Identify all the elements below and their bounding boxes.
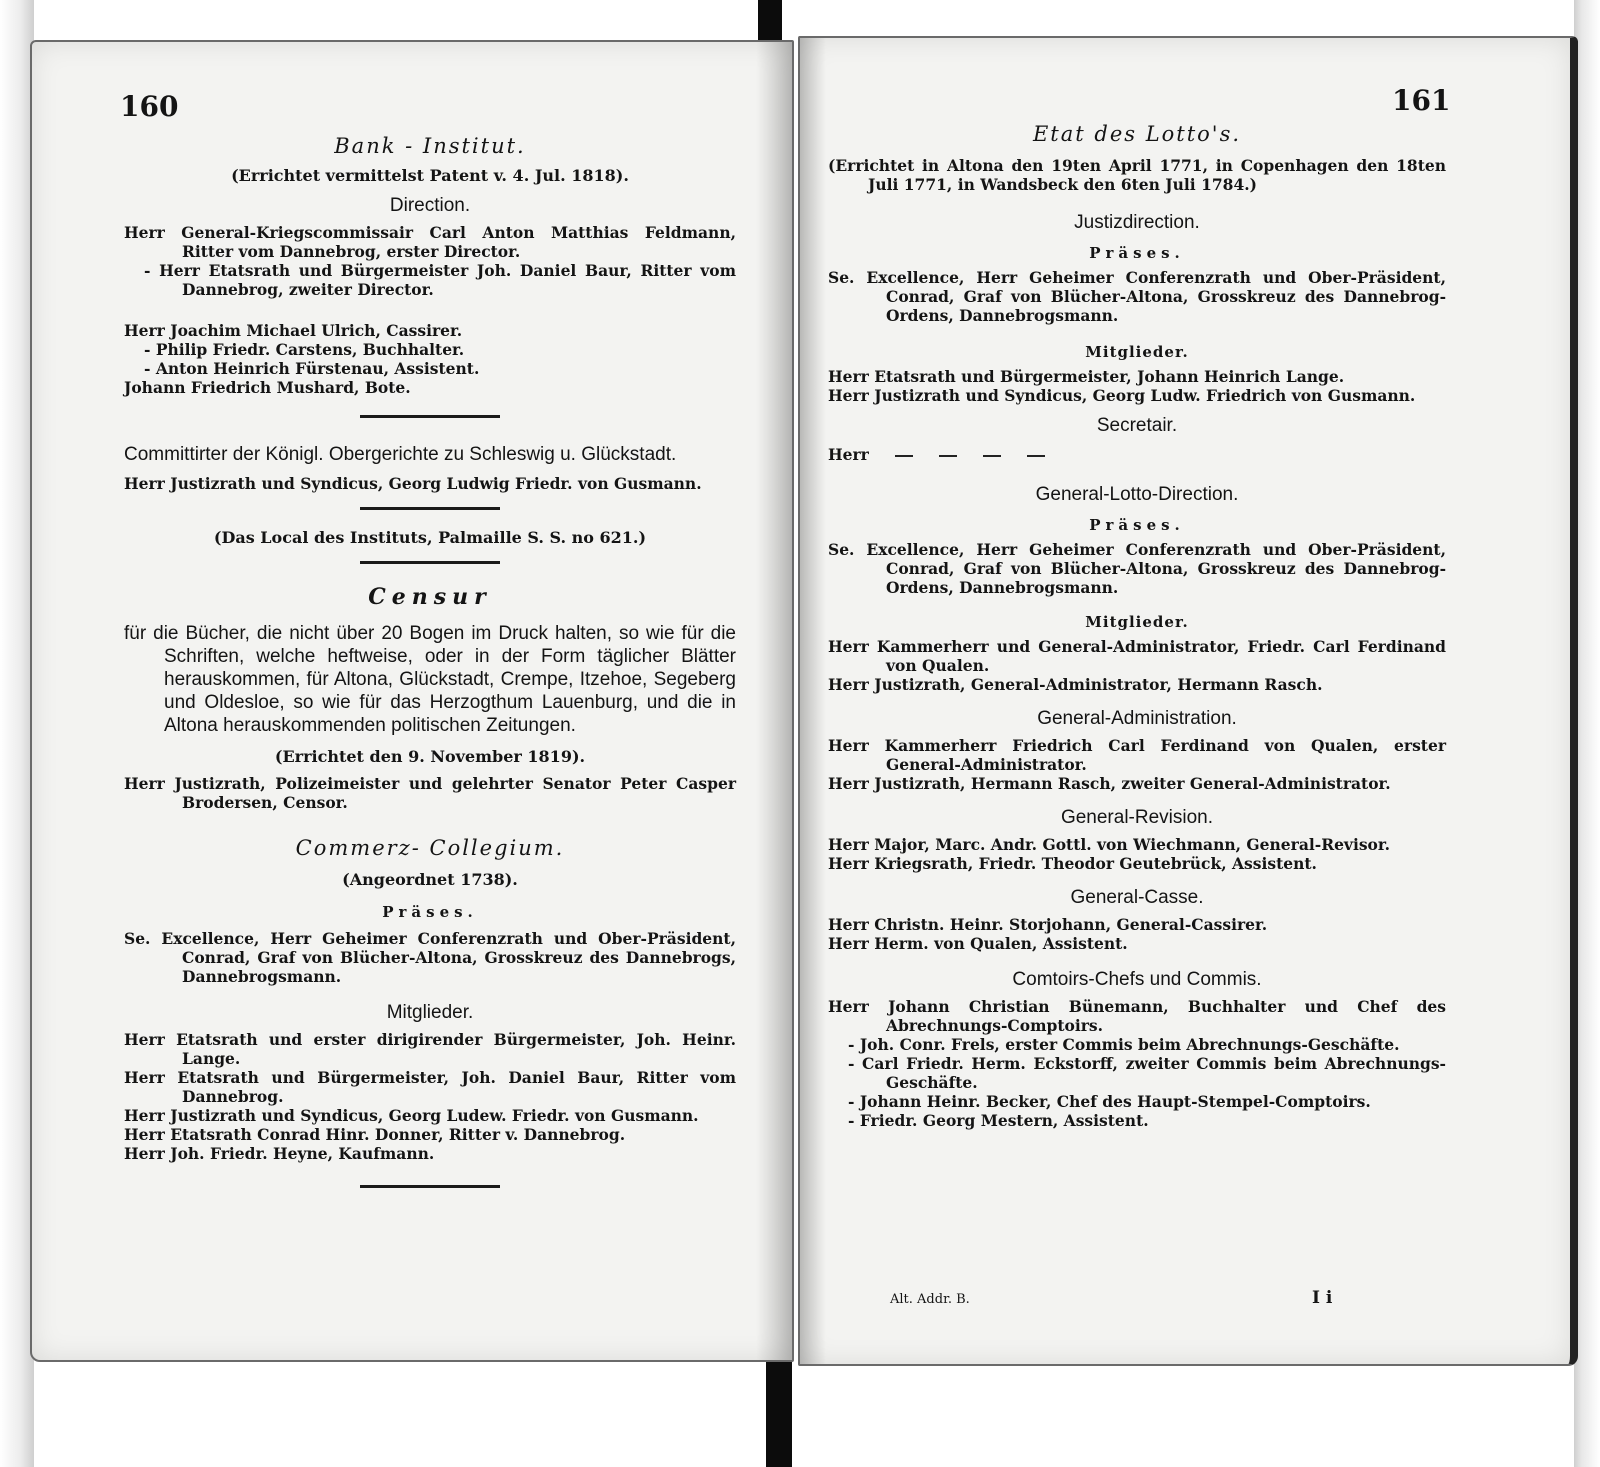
signature-mark: Alt. Addr. B.: [890, 1292, 970, 1307]
list-item: Herr Joh. Friedr. Heyne, Kaufmann.: [124, 1144, 435, 1163]
page-edge-shadow: [0, 0, 34, 1467]
secretair-label: Herr: [828, 445, 869, 464]
established-note: (Errichtet vermittelst Patent v. 4. Jul. 1818).: [231, 166, 629, 185]
list-item: Herr Justizrath und Syndicus, Georg Ludew. Friedr. von Gusmann.: [124, 1106, 699, 1125]
section-heading: Präses.: [1089, 244, 1185, 262]
divider: [360, 415, 500, 418]
section-heading: Mitglieder.: [1085, 343, 1189, 361]
list-item: Herr Etatsrath und Bürgermeister, Joh. Daniel Baur, Ritter vom Dannebrog.: [124, 1068, 736, 1106]
page-number: 161: [1392, 84, 1451, 117]
section-heading: Comtoirs-Chefs und Commis.: [1012, 969, 1262, 990]
section-heading: Mitglieder.: [386, 1002, 474, 1023]
section-heading: General-Revision.: [1060, 807, 1214, 828]
list-item: Herr Justizrath, General-Administrator, Hermann Rasch.: [828, 675, 1323, 694]
list-item: Herr Herm. von Qualen, Assistent.: [828, 934, 1128, 953]
binding-strip-bottom: [766, 1350, 792, 1467]
section-heading: Präses.: [1089, 516, 1185, 534]
list-item: Herr Etatsrath und erster dirigirender Bürgermeister, Joh. Heinr. Lange.: [124, 1030, 736, 1068]
list-item: Se. Excellence, Herr Geheimer Conferenzrath und Ober-Präsident, Conrad, Graf von Blücher-Altona, Grosskreuz des Dannebrogs, Dannebrogsmann.: [124, 929, 736, 986]
section-heading: General-Lotto-Direction.: [1035, 484, 1239, 505]
established-note: (Errichtet in Altona den 19ten April 1771, in Copenhagen den 18ten Juli 1771, in Wandsbeck den 6ten Juli 1784.): [828, 156, 1446, 194]
section-heading: Mitglieder.: [1085, 613, 1189, 631]
divider: [360, 561, 500, 564]
list-item: Herr Kammerherr und General-Administrator, Friedr. Carl Ferdinand von Qualen.: [828, 637, 1446, 675]
list-item: Herr Johann Christian Bünemann, Buchhalter und Chef des Abrechnungs-Comptoirs.: [828, 997, 1446, 1035]
list-item: Se. Excellence, Herr Geheimer Conferenzrath und Ober-Präsident, Conrad, Graf von Blücher-Altona, Grosskreuz des Dannebrog-Ordens, Dannebrogsmann.: [828, 540, 1446, 597]
section-title: Censur: [368, 584, 492, 610]
gutter-shadow: [756, 42, 792, 1360]
censur-description: für die Bücher, die nicht über 20 Bogen im Druck halten, so wie für die Schriften, welche heftweise, oder in der Form täglicher Blätter herauskommen, für Altona, Glückstadt, Crempe, Itzehoe, Segeberg und Oldesloe, so wie für das Herzogthum Lauenburg, und die in Altona herauskommenden politischen Zeitungen.: [124, 623, 736, 736]
section-title: Commerz- Collegium.: [295, 836, 565, 860]
section-title: Bank - Institut.: [334, 134, 526, 158]
section-heading: Committirter der Königl. Obergerichte zu Schleswig u. Glückstadt.: [124, 444, 677, 465]
list-item: Herr Justizrath, Polizeimeister und gelehrter Senator Peter Casper Brodersen, Censor.: [124, 774, 736, 812]
list-item: - Friedr. Georg Mestern, Assistent.: [848, 1111, 1149, 1130]
list-item: Herr Major, Marc. Andr. Gottl. von Wiechmann, General-Revisor.: [828, 835, 1391, 854]
list-item: - Carl Friedr. Herm. Eckstorff, zweiter Commis beim Abrechnungs-Geschäfte.: [848, 1054, 1446, 1092]
list-item: - Herr Etatsrath und Bürgermeister Joh. Daniel Baur, Ritter vom Dannebrog, zweiter Director.: [144, 261, 736, 299]
left-page: [30, 40, 794, 1362]
list-item: Herr Joachim Michael Ulrich, Cassirer.: [124, 321, 463, 340]
secretair-line: [828, 445, 1446, 464]
left-column: [124, 134, 736, 1188]
list-item: Herr Etatsrath und Bürgermeister, Johann Heinrich Lange.: [828, 367, 1345, 386]
section-heading: Direction.: [389, 195, 471, 216]
list-item: - Anton Heinrich Fürstenau, Assistent.: [144, 359, 480, 378]
list-item: Herr Justizrath, Hermann Rasch, zweiter General-Administrator.: [828, 774, 1391, 793]
list-item: Herr Kriegsrath, Friedr. Theodor Geutebrück, Assistent.: [828, 854, 1317, 873]
list-item: Herr Etatsrath Conrad Hinr. Donner, Ritter v. Dannebrog.: [124, 1125, 626, 1144]
gutter-shadow: [800, 38, 826, 1364]
list-item: - Johann Heinr. Becker, Chef des Haupt-Stempel-Comptoirs.: [848, 1092, 1371, 1111]
list-item: Herr Justizrath und Syndicus, Georg Ludwig Friedr. von Gusmann.: [124, 474, 702, 493]
divider: [360, 507, 500, 510]
right-column: [828, 118, 1446, 1130]
list-item: Herr General-Kriegscommissair Carl Anton Matthias Feldmann, Ritter vom Dannebrog, erster Director.: [124, 223, 736, 261]
local-note: (Das Local des Instituts, Palmaille S. S. no 621.): [213, 528, 647, 547]
section-title: Etat des Lotto's.: [1032, 122, 1242, 146]
list-item: Herr Christn. Heinr. Storjohann, General-Cassirer.: [828, 915, 1268, 934]
list-item: - Joh. Conr. Frels, erster Commis beim Abrechnungs-Geschäfte.: [848, 1035, 1400, 1054]
list-item: Herr Justizrath und Syndicus, Georg Ludw. Friedrich von Gusmann.: [828, 386, 1416, 405]
list-item: Herr Kammerherr Friedrich Carl Ferdinand von Qualen, erster General-Administrator.: [828, 736, 1446, 774]
established-note: (Errichtet den 9. November 1819).: [274, 747, 586, 766]
divider: [360, 1185, 500, 1188]
list-item: - Philip Friedr. Carstens, Buchhalter.: [144, 340, 465, 359]
right-page: [798, 36, 1578, 1366]
section-heading: Secretair.: [1096, 415, 1178, 436]
section-heading: Präses.: [382, 903, 478, 921]
section-heading: General-Administration.: [1037, 708, 1237, 729]
page-number: 160: [120, 90, 179, 123]
section-heading: General-Casse.: [1070, 887, 1204, 908]
established-note: (Angeordnet 1738).: [342, 870, 518, 889]
list-item: Se. Excellence, Herr Geheimer Conferenzrath und Ober-Präsident, Conrad, Graf von Blücher-Altona, Grosskreuz des Dannebrog-Ordens, Dannebrogsmann.: [828, 268, 1446, 325]
signature-mark: I i: [1312, 1288, 1333, 1308]
list-item: Johann Friedrich Mushard, Bote.: [124, 378, 411, 397]
section-heading: Justizdirection.: [1074, 212, 1200, 233]
